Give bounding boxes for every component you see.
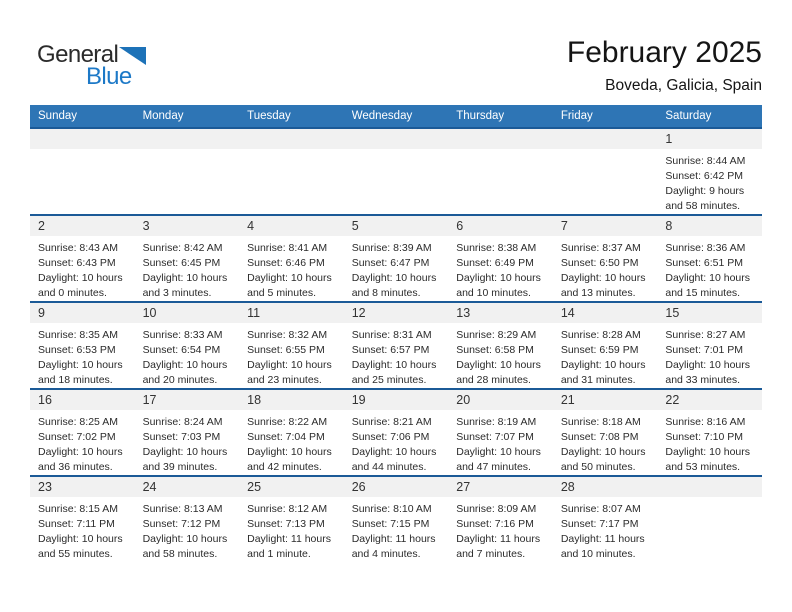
day-number: 4	[239, 216, 344, 236]
day-info-line: and 42 minutes.	[247, 461, 322, 473]
day-cell	[553, 476, 658, 563]
day-info-line: Sunset: 6:46 PM	[247, 257, 325, 269]
day-info	[344, 236, 449, 301]
week-row	[30, 389, 762, 476]
day-info-line: and 28 minutes.	[456, 374, 531, 386]
day-info-line: Sunset: 6:59 PM	[560, 344, 639, 356]
day-cell	[448, 302, 553, 389]
day-info-line: Daylight: 10 hours	[665, 359, 751, 371]
day-info-line: Daylight: 11 hours	[247, 533, 331, 545]
day-info	[239, 497, 344, 562]
day-cell	[135, 389, 240, 476]
day-info-line: and 47 minutes.	[456, 461, 531, 473]
day-info-line: Sunrise: 8:24 AM	[142, 416, 223, 428]
day-info	[553, 149, 658, 154]
day-info-line: Daylight: 10 hours	[38, 533, 123, 545]
day-info-line: Sunrise: 8:22 AM	[247, 416, 328, 428]
day-info	[448, 149, 553, 154]
day-info	[135, 410, 240, 475]
day-info-line: Sunrise: 8:32 AM	[247, 329, 328, 341]
day-cell	[135, 476, 240, 563]
day-info	[239, 410, 344, 475]
day-info	[30, 236, 135, 301]
day-info-line: and 33 minutes.	[665, 374, 741, 386]
day-number: 17	[135, 390, 240, 410]
day-cell	[30, 476, 135, 563]
day-info-line: Daylight: 11 hours	[456, 533, 541, 545]
day-info-line: Daylight: 10 hours	[142, 272, 228, 284]
day-info-line: Sunset: 7:12 PM	[142, 518, 221, 530]
day-info-line: Daylight: 10 hours	[456, 359, 541, 371]
day-info-line: Daylight: 10 hours	[560, 272, 646, 284]
day-info-line: Daylight: 10 hours	[38, 272, 123, 284]
title-block	[567, 36, 762, 95]
day-number	[657, 477, 762, 497]
day-info-line: Sunrise: 8:21 AM	[351, 416, 432, 428]
day-info-line: Sunrise: 8:27 AM	[665, 329, 746, 341]
day-info-line: and 10 minutes.	[456, 287, 531, 299]
location-subtitle: Boveda, Galicia, Spain	[605, 77, 762, 94]
day-cell	[553, 389, 658, 476]
day-info-line: Sunset: 6:43 PM	[38, 257, 116, 269]
weekday-header-row	[30, 105, 762, 128]
day-info-line: Sunset: 6:53 PM	[38, 344, 116, 356]
day-number: 10	[135, 303, 240, 323]
day-info-line: Daylight: 10 hours	[38, 359, 123, 371]
day-number: 3	[135, 216, 240, 236]
day-cell	[239, 476, 344, 563]
day-cell	[239, 302, 344, 389]
day-number: 26	[344, 477, 449, 497]
day-cell	[657, 215, 762, 302]
day-cell	[135, 302, 240, 389]
day-info-line: and 7 minutes.	[456, 548, 526, 560]
day-info-line: Sunrise: 8:35 AM	[38, 329, 118, 341]
calendar-table	[30, 105, 762, 563]
day-info-line: Sunrise: 8:25 AM	[38, 416, 118, 428]
day-number: 1	[657, 129, 762, 149]
day-cell	[239, 215, 344, 302]
day-info-line: Sunrise: 8:18 AM	[560, 416, 641, 428]
day-info	[239, 149, 344, 154]
day-info-line: Sunset: 7:11 PM	[38, 518, 115, 530]
day-info-line: and 50 minutes.	[560, 461, 636, 473]
day-number: 7	[553, 216, 658, 236]
day-info-line: Sunset: 6:57 PM	[351, 344, 430, 356]
day-info-line: and 15 minutes.	[665, 287, 741, 299]
day-info-line: Sunrise: 8:41 AM	[247, 242, 328, 254]
day-cell	[344, 215, 449, 302]
day-info-line: and 18 minutes.	[38, 374, 113, 386]
day-number: 6	[448, 216, 553, 236]
day-info-line: and 13 minutes.	[560, 287, 636, 299]
day-info-line: Daylight: 10 hours	[351, 446, 437, 458]
day-info-line: Daylight: 9 hours	[665, 185, 745, 197]
day-info	[553, 497, 658, 562]
logo-text-general: General	[37, 41, 119, 68]
day-info-line: and 5 minutes.	[247, 287, 317, 299]
day-number: 20	[448, 390, 553, 410]
calendar-body	[30, 128, 762, 563]
day-info-line: and 31 minutes.	[560, 374, 636, 386]
day-cell	[553, 302, 658, 389]
day-number: 13	[448, 303, 553, 323]
day-info	[135, 149, 240, 154]
day-info-line: and 58 minutes.	[665, 200, 741, 212]
empty-day-cell	[135, 128, 240, 215]
day-number: 15	[657, 303, 762, 323]
day-info-line: and 36 minutes.	[38, 461, 113, 473]
month-title: February 2025	[566, 36, 762, 69]
day-info	[657, 236, 762, 301]
day-info	[448, 410, 553, 475]
day-info-line: Sunrise: 8:10 AM	[351, 503, 432, 515]
day-number: 12	[344, 303, 449, 323]
day-info-line: Sunrise: 8:36 AM	[665, 242, 746, 254]
weekday-header-monday: Monday	[135, 105, 240, 128]
day-info	[30, 323, 135, 388]
empty-day-cell	[239, 128, 344, 215]
day-cell	[239, 389, 344, 476]
empty-day-cell	[657, 476, 762, 563]
day-number: 27	[448, 477, 553, 497]
day-info-line: and 55 minutes.	[38, 548, 113, 560]
weekday-header-tuesday: Tuesday	[239, 105, 344, 128]
day-cell	[553, 215, 658, 302]
day-info	[344, 149, 449, 154]
day-info-line: Sunrise: 8:42 AM	[142, 242, 223, 254]
day-info	[344, 323, 449, 388]
day-info-line: Sunrise: 8:43 AM	[38, 242, 118, 254]
weekday-header-thursday: Thursday	[448, 105, 553, 128]
day-info	[553, 323, 658, 388]
day-info-line: Sunset: 7:15 PM	[351, 518, 430, 530]
day-info-line: Sunrise: 8:39 AM	[351, 242, 432, 254]
week-row	[30, 476, 762, 563]
day-info-line: Daylight: 10 hours	[247, 272, 332, 284]
day-cell	[30, 215, 135, 302]
day-info-line: and 0 minutes.	[38, 287, 107, 299]
day-info-line: Sunset: 6:54 PM	[142, 344, 221, 356]
day-info-line: Sunrise: 8:19 AM	[456, 416, 537, 428]
day-info-line: Daylight: 10 hours	[456, 446, 541, 458]
day-info-line: and 10 minutes.	[560, 548, 636, 560]
day-info-line: and 53 minutes.	[665, 461, 741, 473]
week-row	[30, 215, 762, 302]
day-info-line: Daylight: 10 hours	[38, 446, 123, 458]
day-info-line: Sunrise: 8:16 AM	[665, 416, 746, 428]
day-number: 24	[135, 477, 240, 497]
weekday-header-friday: Friday	[553, 105, 658, 128]
day-info-line: Daylight: 10 hours	[142, 446, 228, 458]
empty-day-cell	[448, 128, 553, 215]
day-info-line: and 25 minutes.	[351, 374, 427, 386]
day-info	[135, 497, 240, 562]
day-info-line: Sunset: 6:49 PM	[456, 257, 534, 269]
day-info	[344, 410, 449, 475]
day-info-line: and 58 minutes.	[142, 548, 218, 560]
day-info	[657, 410, 762, 475]
day-number: 28	[553, 477, 658, 497]
day-number: 25	[239, 477, 344, 497]
weekday-header-sunday: Sunday	[30, 105, 135, 128]
day-info-line: Sunrise: 8:38 AM	[456, 242, 537, 254]
day-info	[30, 410, 135, 475]
day-info-line: and 8 minutes.	[351, 287, 421, 299]
day-info-line: Sunrise: 8:07 AM	[560, 503, 641, 515]
day-info-line: Sunset: 6:45 PM	[142, 257, 221, 269]
day-info-line: Sunset: 7:01 PM	[665, 344, 744, 356]
day-number	[344, 129, 449, 149]
empty-day-cell	[344, 128, 449, 215]
day-cell	[657, 302, 762, 389]
day-info-line: Sunrise: 8:31 AM	[351, 329, 432, 341]
day-info	[553, 236, 658, 301]
day-info-line: Daylight: 10 hours	[665, 272, 751, 284]
day-info-line: Sunrise: 8:37 AM	[560, 242, 641, 254]
general-blue-logo	[37, 41, 146, 90]
weekday-header-wednesday: Wednesday	[344, 105, 449, 128]
day-info	[657, 149, 762, 214]
empty-day-cell	[30, 128, 135, 215]
day-info	[30, 497, 135, 562]
day-info-line: Sunset: 6:55 PM	[247, 344, 325, 356]
day-info-line: Sunrise: 8:15 AM	[38, 503, 118, 515]
week-row	[30, 128, 762, 215]
day-info-line: Sunset: 7:04 PM	[247, 431, 325, 443]
day-info-line: Sunset: 7:07 PM	[456, 431, 534, 443]
day-info	[657, 323, 762, 388]
day-info-line: and 20 minutes.	[142, 374, 218, 386]
day-info-line: Daylight: 11 hours	[560, 533, 645, 545]
day-cell	[344, 302, 449, 389]
day-info-line: and 44 minutes.	[351, 461, 427, 473]
day-info-line: and 4 minutes.	[351, 548, 421, 560]
day-info-line: Daylight: 10 hours	[142, 359, 228, 371]
day-info-line: Sunset: 7:08 PM	[560, 431, 639, 443]
day-number: 16	[30, 390, 135, 410]
day-info-line: and 39 minutes.	[142, 461, 218, 473]
day-info-line: and 3 minutes.	[142, 287, 212, 299]
day-cell	[657, 128, 762, 215]
day-info-line: Daylight: 10 hours	[560, 359, 646, 371]
day-info-line: Sunset: 7:10 PM	[665, 431, 744, 443]
day-info-line: Sunset: 6:51 PM	[665, 257, 744, 269]
day-cell	[344, 389, 449, 476]
empty-day-cell	[553, 128, 658, 215]
day-info-line: Sunrise: 8:29 AM	[456, 329, 537, 341]
day-info-line: Daylight: 10 hours	[351, 272, 437, 284]
day-info-line: Sunrise: 8:44 AM	[665, 155, 746, 167]
day-info	[239, 323, 344, 388]
day-info	[553, 410, 658, 475]
day-info	[135, 323, 240, 388]
day-info-line: Sunrise: 8:13 AM	[142, 503, 223, 515]
day-info	[344, 497, 449, 562]
day-info-line: and 23 minutes.	[247, 374, 322, 386]
day-info	[657, 497, 762, 502]
day-number: 11	[239, 303, 344, 323]
day-info	[239, 236, 344, 301]
day-info-line: Sunset: 7:17 PM	[560, 518, 639, 530]
day-number: 2	[30, 216, 135, 236]
day-info-line: Daylight: 11 hours	[351, 533, 436, 545]
day-number: 5	[344, 216, 449, 236]
day-cell	[135, 215, 240, 302]
day-info-line: Sunset: 6:58 PM	[456, 344, 534, 356]
day-info-line: Daylight: 10 hours	[665, 446, 751, 458]
day-info-line: Sunset: 7:16 PM	[456, 518, 534, 530]
day-info-line: and 1 minute.	[247, 548, 311, 560]
day-number	[135, 129, 240, 149]
day-number	[30, 129, 135, 149]
day-cell	[344, 476, 449, 563]
day-info-line: Sunset: 6:47 PM	[351, 257, 430, 269]
week-row	[30, 302, 762, 389]
weekday-header-saturday: Saturday	[657, 105, 762, 128]
day-number: 19	[344, 390, 449, 410]
day-number	[553, 129, 658, 149]
day-info-line: Sunset: 7:06 PM	[351, 431, 430, 443]
day-info-line: Sunset: 6:50 PM	[560, 257, 639, 269]
day-info-line: Sunset: 7:02 PM	[38, 431, 116, 443]
day-number: 8	[657, 216, 762, 236]
day-cell	[448, 389, 553, 476]
day-info-line: Daylight: 10 hours	[247, 446, 332, 458]
day-number: 14	[553, 303, 658, 323]
day-number: 18	[239, 390, 344, 410]
day-number: 23	[30, 477, 135, 497]
day-info-line: Sunrise: 8:33 AM	[142, 329, 223, 341]
day-info-line: Sunset: 6:42 PM	[665, 170, 744, 182]
day-number: 22	[657, 390, 762, 410]
day-cell	[30, 302, 135, 389]
day-number	[239, 129, 344, 149]
day-info-line: Daylight: 10 hours	[351, 359, 437, 371]
day-info	[135, 236, 240, 301]
day-info-line: Sunset: 7:13 PM	[247, 518, 325, 530]
day-info-line: Sunset: 7:03 PM	[142, 431, 221, 443]
day-cell	[30, 389, 135, 476]
day-number: 9	[30, 303, 135, 323]
day-number	[448, 129, 553, 149]
day-cell	[448, 476, 553, 563]
day-info-line: Daylight: 10 hours	[456, 272, 541, 284]
day-info	[448, 236, 553, 301]
day-info-line: Daylight: 10 hours	[142, 533, 228, 545]
day-info	[448, 497, 553, 562]
day-cell	[657, 389, 762, 476]
day-cell	[448, 215, 553, 302]
day-info-line: Daylight: 10 hours	[247, 359, 332, 371]
day-info-line: Daylight: 10 hours	[560, 446, 646, 458]
day-info-line: Sunrise: 8:12 AM	[247, 503, 328, 515]
day-info-line: Sunrise: 8:28 AM	[560, 329, 641, 341]
day-number: 21	[553, 390, 658, 410]
logo-text-blue: Blue	[86, 63, 132, 90]
day-info	[448, 323, 553, 388]
day-info	[30, 149, 135, 154]
day-info-line: Sunrise: 8:09 AM	[456, 503, 537, 515]
